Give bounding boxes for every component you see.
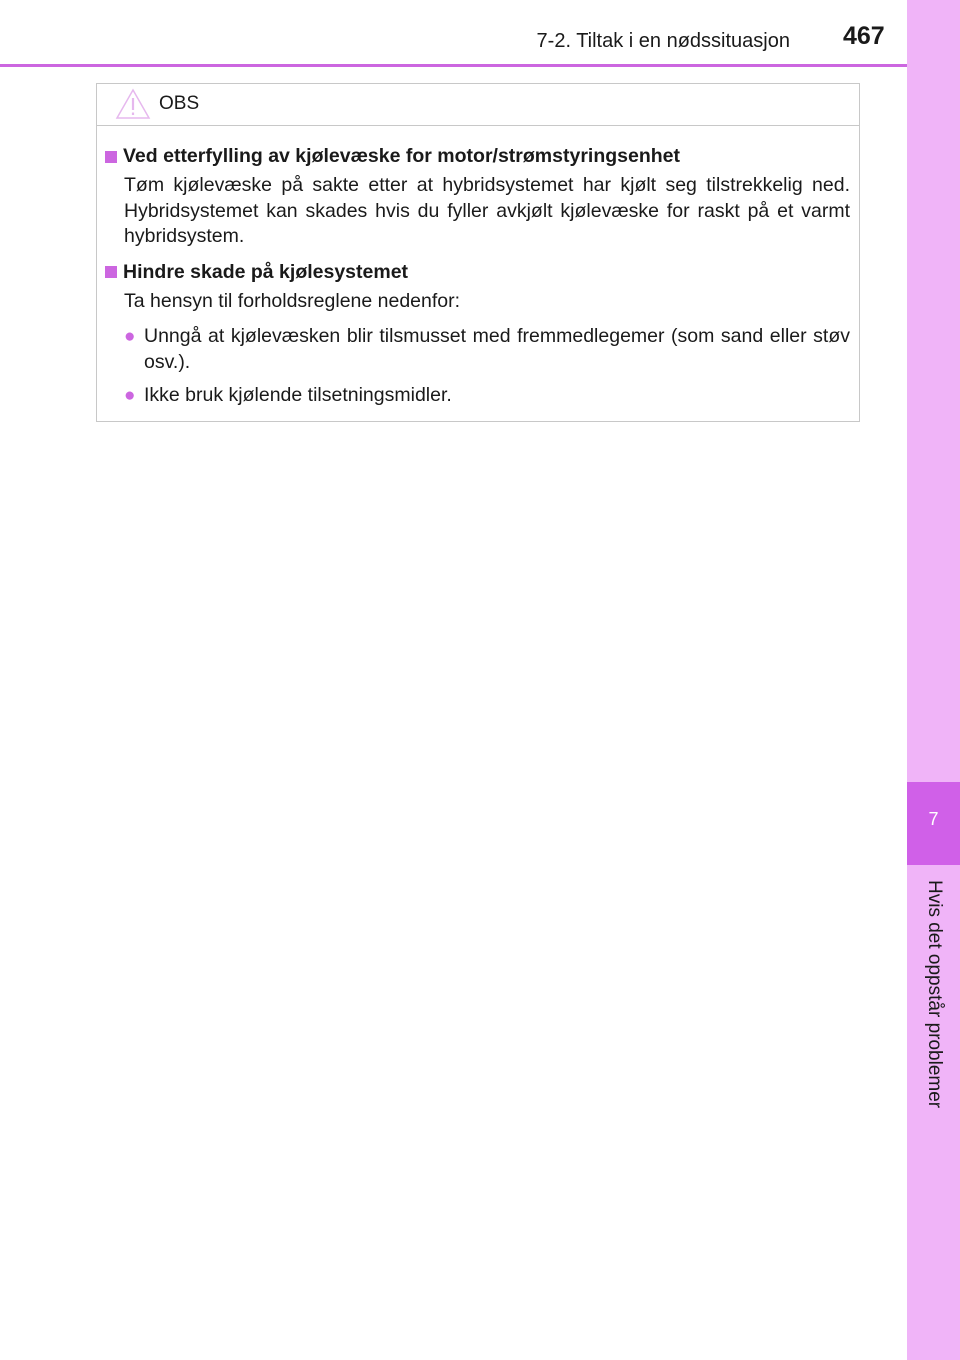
- list-item-text: Unngå at kjølevæsken blir tilsmusset med fremmedlegemer (som sand eller støv osv.).: [144, 325, 850, 373]
- notice-header: [97, 84, 859, 126]
- notice-body: [97, 126, 859, 409]
- page-number: 467: [843, 22, 885, 50]
- notice-section-title-text: Hindre skade på kjølesystemet: [123, 260, 409, 283]
- notice-section-text: Ta hensyn til forholdsreglene nedenfor:: [124, 289, 461, 312]
- section-title: 7-2. Tiltak i en nødssituasjon: [536, 30, 790, 52]
- square-bullet-icon: [105, 151, 117, 163]
- list-item: [124, 383, 850, 409]
- chapter-title: Hvis det oppstår problemer: [924, 880, 945, 1109]
- warning-icon: [115, 88, 151, 125]
- square-bullet-icon: [105, 266, 117, 278]
- circle-bullet-icon: ●: [124, 326, 136, 347]
- header-rule: [0, 64, 907, 67]
- notice-section-title-text: Ved etterfylling av kjølevæske for motor/strømstyringsenhet: [123, 145, 680, 167]
- notice-box: [96, 83, 860, 422]
- chapter-number: 7: [928, 809, 939, 829]
- chapter-number-box[interactable]: [907, 782, 960, 865]
- list-item: [124, 324, 850, 375]
- notice-section-title: [105, 144, 850, 169]
- notice-section-text: Tøm kjølevæske på sakte etter at hybridsystemet har kjølt seg tilstrekkelig ned. Hybridsystemet kan skades hvis du fyller avkjølt kjølevæske for raskt på et varmt hybridsystem.: [124, 174, 850, 247]
- list-item-text: Ikke bruk kjølende tilsetningsmidler.: [144, 384, 452, 406]
- notice-section-title: [105, 260, 850, 285]
- chapter-side-tab: [907, 0, 960, 1360]
- circle-bullet-icon: ●: [124, 385, 136, 406]
- notice-label: OBS: [159, 93, 200, 114]
